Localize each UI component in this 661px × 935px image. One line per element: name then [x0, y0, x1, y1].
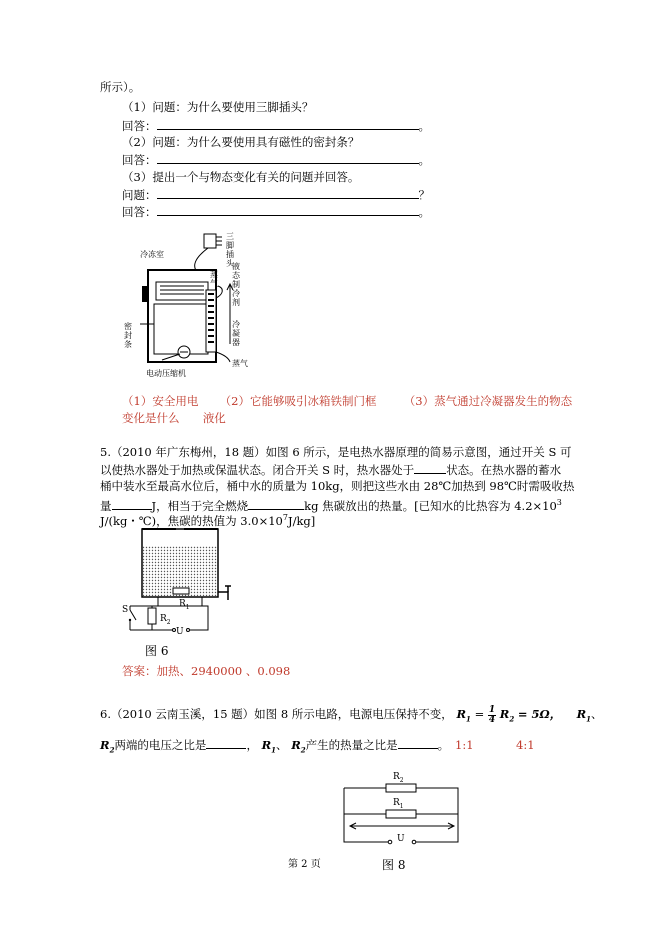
label-r2-letter: R — [160, 614, 167, 624]
problem6-blank-voltage[interactable] — [206, 737, 246, 749]
problem6-eq1: = — [474, 707, 485, 721]
answer4-part5: 液化 — [202, 411, 226, 425]
problem6-line2-b: ， — [246, 738, 258, 752]
switch-s — [129, 606, 136, 630]
problem6-line1-text: 6.（2010 云南玉溪，15 题）如图 8 所示电路，电源电压保持不变， — [100, 707, 453, 721]
vapor-pipe-2 — [216, 352, 230, 362]
label-r1-letter: R — [179, 599, 186, 609]
plug-icon — [204, 234, 222, 248]
problem6-comma: 、 — [591, 707, 603, 721]
terminal-right — [187, 629, 190, 632]
q3-question-label: 问题： — [122, 188, 157, 202]
q2-answer-label: 回答： — [122, 153, 157, 167]
q2-answer-end: 。 — [418, 153, 430, 167]
problem6-line2-sep: 、 — [276, 738, 288, 752]
problem6-r2-letter: R — [499, 707, 510, 721]
problem6-r1b-sub: 1 — [586, 714, 592, 724]
problem6-r1b — [576, 707, 592, 724]
problem6-line2-d: 。 — [437, 738, 450, 752]
faucet-icon — [225, 586, 231, 592]
fraction-denominator: 4 — [488, 714, 496, 725]
q1-answer-end: 。 — [418, 119, 430, 133]
problem5-line5-text: J/(kg・℃)，焦碳的热值为 3.0×10 — [100, 513, 283, 528]
resistor-r1 — [173, 588, 189, 594]
fraction-numerator: 1 — [488, 704, 496, 715]
fig8-label-u: U — [397, 834, 405, 844]
label-freezer: 冷冻室 — [140, 250, 164, 259]
fig8-label-r2 — [393, 772, 404, 786]
problem6-answer-a: 1:1 — [455, 738, 474, 752]
label-vapor-1: 蒸气 — [210, 270, 218, 288]
problem6-r1-letter: R — [456, 707, 467, 721]
problem6-line2-c: 产生的热量之比是 — [305, 738, 398, 752]
figure8-caption: 图 8 — [382, 858, 406, 872]
problem5-line5-end: J/kg] — [287, 513, 316, 528]
page-number: 第 2 页 — [288, 859, 321, 870]
problem5-line2 — [100, 462, 561, 477]
q3-question-row — [122, 187, 430, 202]
q3-question-end: ？ — [418, 188, 430, 202]
intro-text: 所示）。 — [100, 80, 141, 94]
problem5-sup-7: 7 — [282, 513, 288, 522]
label-plug: 三脚插头 — [226, 232, 234, 268]
problem5-blank-mass[interactable] — [248, 498, 304, 510]
problem6-line2-r2b — [291, 738, 306, 755]
problem6-line2 — [100, 737, 449, 757]
terminal-left-fig8 — [388, 840, 392, 844]
problem6-eq2: = 5Ω， — [517, 707, 562, 721]
label-u-fig6: U — [176, 627, 184, 637]
condenser-coil — [206, 290, 216, 352]
answer4-part1: （1）安全用电 — [122, 394, 199, 408]
problem6-r1 — [456, 707, 471, 724]
problem6-line2-r2 — [100, 738, 115, 755]
answer4-line2 — [122, 411, 226, 425]
fig8-r2-sub: 2 — [399, 776, 404, 784]
problem5-line1: 5.（2010 年广东梅州，18 题）如图 6 所示，是电热水器原理的简易示意图，通过开关 S 可 — [100, 445, 572, 459]
problem6-answer-b: 4:1 — [516, 738, 535, 752]
resistor-r2 — [148, 608, 156, 624]
q3-answer-end: 。 — [418, 205, 430, 219]
q2-answer-row — [122, 152, 430, 167]
problem6-line2-a: 两端的电压之比是 — [114, 738, 207, 752]
problem6-r1b-letter: R — [576, 707, 587, 721]
problem5-line2-b: 状态。在热水器的蓄水 — [446, 463, 562, 477]
fig8-r2-letter: R — [393, 772, 400, 782]
fig8-label-r1 — [393, 798, 404, 812]
q3-prompt: （3）提出一个与物态变化有关的问题并回答。 — [122, 170, 360, 184]
q3-answer-blank[interactable] — [157, 204, 419, 216]
problem5-sup-3: 3 — [556, 498, 562, 507]
label-r2-sub: 2 — [166, 618, 171, 626]
line2-r1-letter: R — [261, 738, 272, 752]
line2-r2-letter: R — [100, 738, 110, 752]
compressor-icon — [178, 346, 190, 358]
label-switch: S — [122, 605, 129, 615]
problem6-line1 — [100, 703, 603, 730]
answer4-part4: 变化是什么 — [122, 411, 180, 425]
label-liquid-refrigerant: 液态制冷剂 — [232, 262, 240, 307]
problem6-blank-heat[interactable] — [398, 737, 438, 749]
answer4-line1 — [122, 394, 572, 408]
label-compressor: 电动压缩机 — [146, 369, 186, 378]
line2-r1-sub: 1 — [271, 745, 277, 755]
figure6-caption: 图 6 — [145, 644, 169, 658]
q1-answer-row — [122, 118, 430, 133]
terminal-right-fig8 — [412, 840, 416, 844]
problem6-r1-sub: 1 — [466, 714, 471, 724]
problem5-line4-b: J，相当于完全燃烧 — [151, 498, 249, 513]
outlet-pipe — [218, 592, 228, 600]
problem5-line3: 桶中装水至最高水位后，桶中水的质量为 10kg，则把这些水由 28℃加热到 98℃时需吸收热 — [100, 479, 575, 493]
problem6-fraction — [488, 706, 496, 725]
label-r1 — [179, 599, 190, 613]
water-heater-diagram — [118, 522, 248, 640]
label-vapor-2: 蒸气 — [232, 359, 248, 368]
problem5-line4-c: kg 焦碳放出的热量。[已知水的比热容为 4.2×10 — [304, 498, 557, 513]
q3-answer-label: 回答： — [122, 205, 157, 219]
problem5-blank-heat[interactable] — [112, 498, 152, 510]
problem6-r2-sub: 2 — [509, 714, 515, 724]
problem5-blank-state[interactable] — [414, 462, 446, 474]
fig8-r1-sub: 1 — [399, 802, 404, 810]
label-r1-sub: 1 — [185, 603, 190, 611]
problem6-line2-r1 — [261, 738, 277, 755]
problem5-answer: 答案：加热、2940000 、0.098 — [122, 664, 291, 678]
line2-r2b-sub: 2 — [300, 745, 306, 755]
q1-answer-blank[interactable] — [157, 118, 419, 130]
fig8-r1-letter: R — [393, 798, 400, 808]
line2-r2b-letter: R — [291, 738, 301, 752]
q1-question: （1）问题：为什么要使用三脚插头？ — [122, 100, 314, 114]
answer4-part3: （3）蒸气通过冷凝器发生的物态 — [403, 394, 573, 408]
q2-question: （2）问题：为什么要使用具有磁性的密封条？ — [122, 135, 360, 149]
problem6-r2 — [499, 707, 515, 724]
problem5-line4-a: 量 — [100, 498, 112, 513]
problem5-line2-a: 以使热水器处于加热或保温状态。闭合开关 S 时，热水器处于 — [100, 463, 415, 477]
answer4-part2: （2）它能够吸引冰箱铁制门框 — [219, 394, 377, 408]
label-seal: 密封条 — [124, 322, 132, 349]
q3-answer-row — [122, 204, 430, 219]
label-condenser: 冷凝器 — [232, 320, 240, 347]
q2-answer-blank[interactable] — [157, 152, 419, 164]
door-hinge — [142, 286, 148, 302]
q3-question-blank[interactable] — [157, 187, 419, 199]
label-r2 — [160, 614, 171, 628]
line2-r2-sub: 2 — [109, 745, 115, 755]
q1-answer-label: 回答： — [122, 119, 157, 133]
